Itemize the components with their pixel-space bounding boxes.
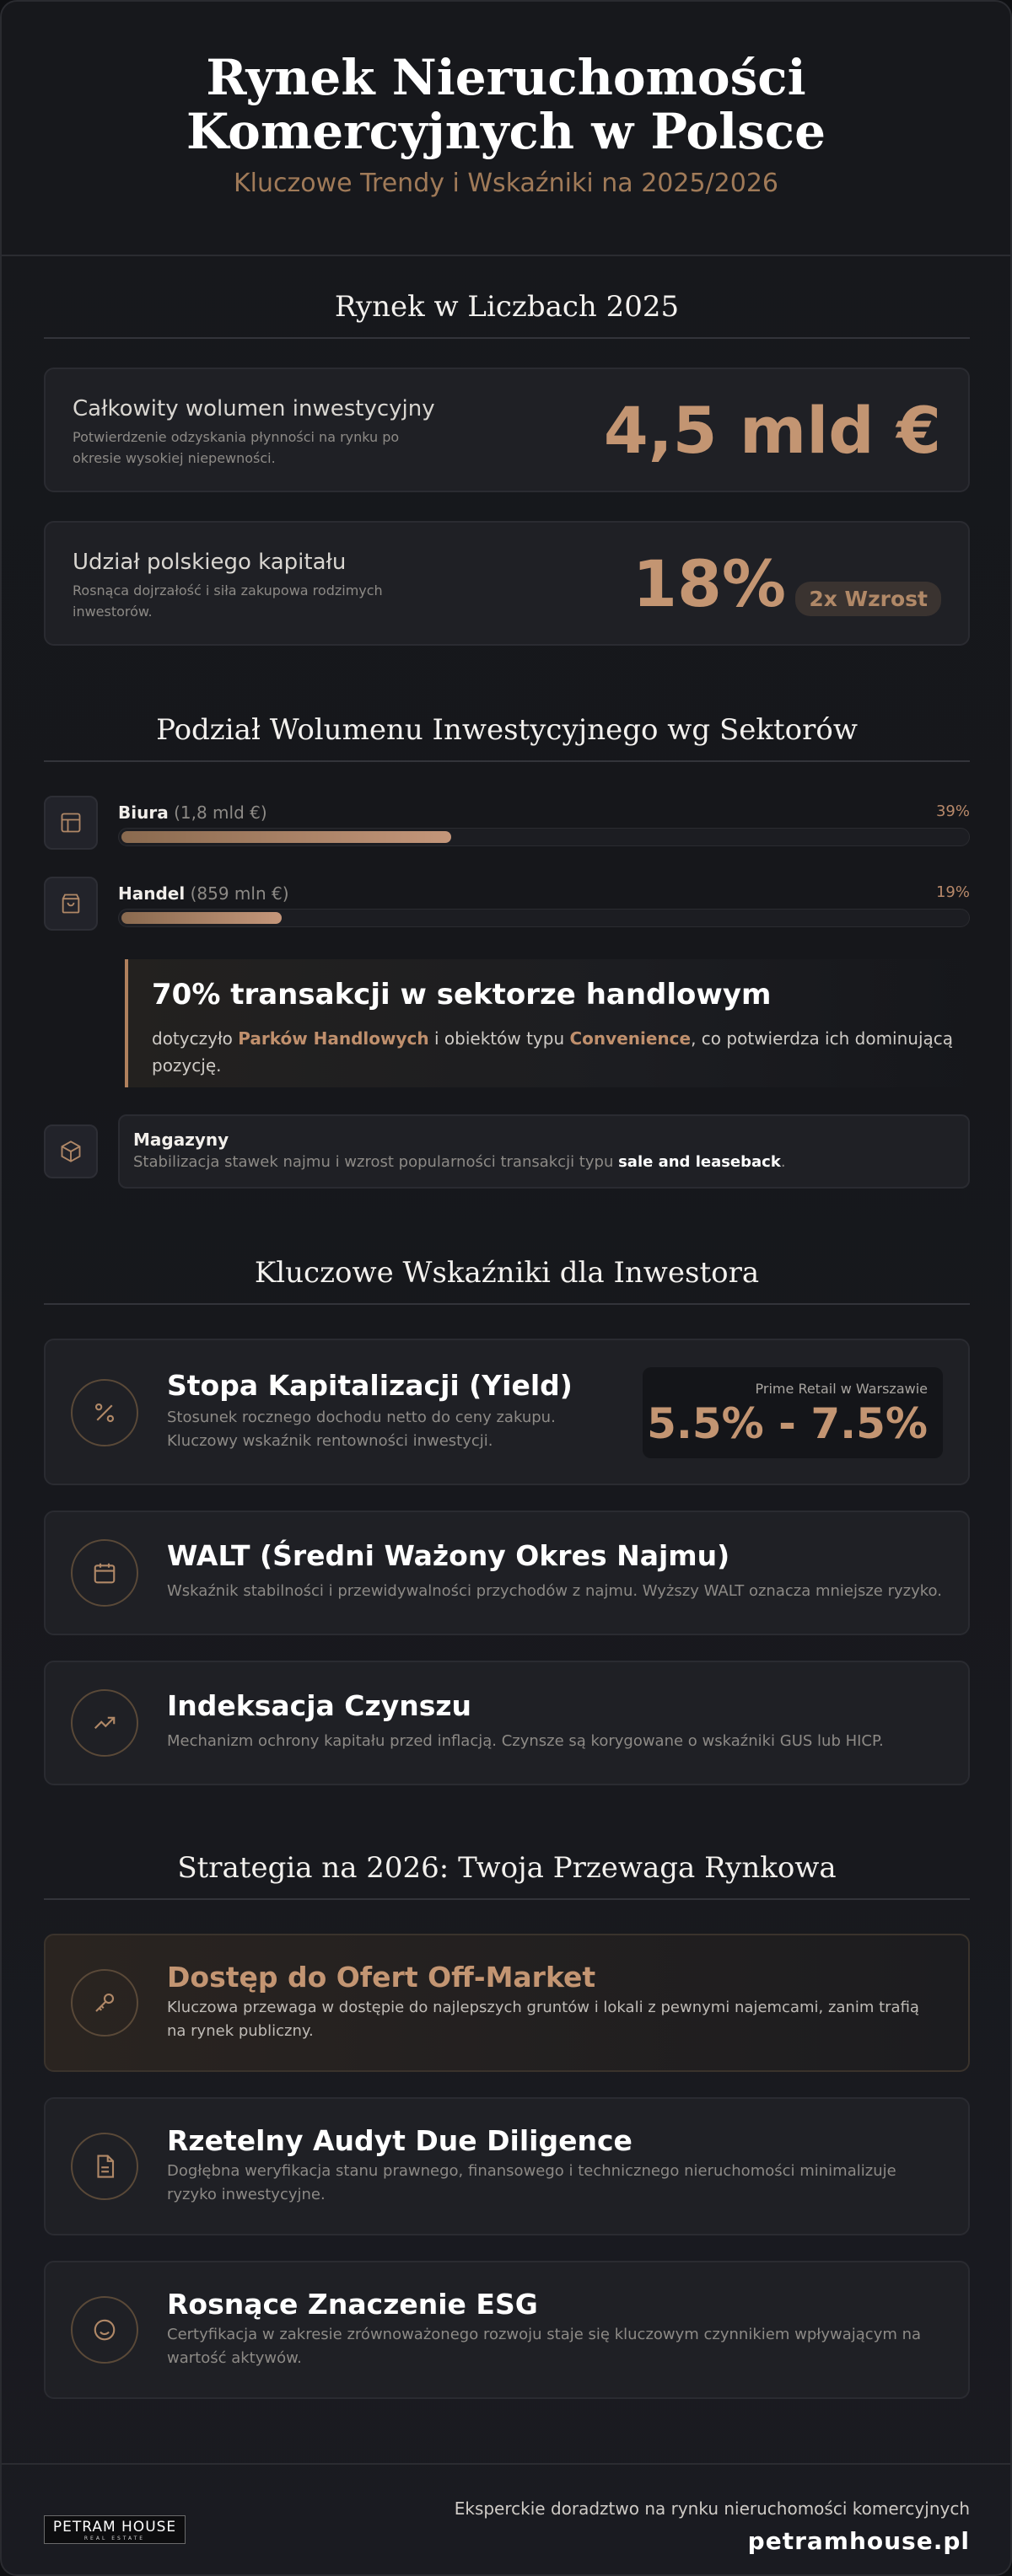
stat-value: 18% <box>632 546 786 621</box>
indicator-card-yield <box>44 1339 970 1485</box>
section-title-market: Rynek w Liczbach 2025 <box>334 290 680 324</box>
stat-description: Rosnąca dojrzałość i siła zakupowa rodzimych inwestorów. <box>73 582 383 620</box>
indicator-description: Mechanizm ochrony kapitału przed inflacją. Czynsze są korygowane o wskaźniki GUS lub HICP. <box>167 1732 884 1750</box>
section-divider <box>44 1303 970 1305</box>
document-icon <box>71 2133 138 2200</box>
sector-bar-fill <box>121 831 451 843</box>
warehouse-title: Magazyny <box>133 1130 229 1150</box>
callout-text-part: i obiektów typu <box>428 1028 570 1049</box>
indicator-description: Wskaźnik stabilności i przewidywalności przychodów z najmu. Wyższy WALT oznacza mniejsze ryzyko. <box>167 1582 942 1600</box>
callout-strong: Convenience <box>569 1028 692 1049</box>
strategy-description: Certyfikacja w zakresie zrównoważonego rozwoju staje się kluczowym czynnikiem wpływającym na wartość aktywów. <box>167 2326 922 2367</box>
office-layout-icon <box>44 796 98 850</box>
page-header <box>2 2 1010 256</box>
warehouse-text-part: Stabilizacja stawek najmu i wzrost popularności transakcji typu <box>133 1153 619 1171</box>
indicator-title: Stopa Kapitalizacji (Yield) <box>167 1369 573 1402</box>
section-divider <box>44 337 970 339</box>
footer-tagline: Eksperckie doradztwo na rynku nieruchomości komercyjnych <box>454 2498 970 2519</box>
indicator-card-indexation <box>44 1661 970 1785</box>
stat-description: Potwierdzenie odzyskania płynności na rynku po okresie wysokiej niepewności. <box>73 429 400 466</box>
stat-label: Całkowity wolumen inwestycyjny <box>73 396 435 421</box>
page-title <box>2 51 1010 158</box>
section-title-indicators: Kluczowe Wskaźniki dla Inwestora <box>254 1256 760 1290</box>
strategy-description: Dogłębna weryfikacja stanu prawnego, finansowego i technicznego nieruchomości minimalizuje ryzyko inwestycyjne. <box>167 2162 896 2203</box>
indicator-title: Indeksacja Czynszu <box>167 1689 472 1722</box>
sector-name: Handel <box>118 883 186 904</box>
calendar-icon <box>71 1539 138 1607</box>
stat-card-polish-capital <box>44 521 970 646</box>
warehouse-description <box>133 1153 786 1171</box>
section-title-strategy: Strategia na 2026: Twoja Przewaga Rynkowa <box>177 1851 837 1885</box>
box-icon <box>44 1124 98 1178</box>
sector-name: Biura <box>118 802 169 823</box>
yield-box-value: 5.5% - 7.5% <box>647 1399 928 1448</box>
section-divider <box>44 1898 970 1900</box>
logo-text: PETRAM HOUSE <box>52 2519 177 2536</box>
trending-up-icon <box>71 1689 138 1757</box>
callout-text <box>152 1025 961 1079</box>
section-divider <box>44 760 970 762</box>
stat-value: 4,5 mld € <box>603 393 941 468</box>
retail-highlight-callout <box>125 959 968 1087</box>
callout-strong: Parków Handlowych <box>238 1028 429 1049</box>
smile-icon <box>71 2296 138 2364</box>
strategy-title: Rzetelny Audyt Due Diligence <box>167 2124 632 2157</box>
sector-bar-fill <box>121 912 282 924</box>
yield-box-label: Prime Retail w Warszawie <box>755 1381 928 1397</box>
company-logo <box>44 2515 186 2544</box>
indicator-description-line: Stosunek rocznego dochodu netto do ceny zakupu. <box>167 1409 556 1426</box>
indicator-description-line: Kluczowy wskaźnik rentowności inwestycji. <box>167 1432 493 1450</box>
warehouse-strong: sale and leaseback <box>618 1153 781 1171</box>
sector-label-retail <box>118 883 289 904</box>
shopping-bag-icon <box>44 877 98 931</box>
callout-text-part: , co potwierdza ich dominującą pozycję. <box>152 1028 954 1076</box>
warehouse-text-part: . <box>780 1153 786 1171</box>
strategy-card-due-diligence <box>44 2097 970 2235</box>
sector-percent: 19% <box>935 883 970 901</box>
sector-percent: 39% <box>935 802 970 820</box>
percent-icon <box>71 1379 138 1446</box>
page-subtitle: Kluczowe Trendy i Wskaźniki na 2025/2026 <box>233 169 778 198</box>
sector-bar-retail <box>118 909 970 927</box>
sector-amount: (859 mln €) <box>190 883 289 904</box>
page-footer <box>2 2463 1010 2576</box>
indicator-title: WALT (Średni Ważony Okres Najmu) <box>167 1539 730 1572</box>
page-title-line-1: Rynek Nieruchomości <box>206 49 806 106</box>
yield-box <box>643 1367 943 1458</box>
strategy-card-off-market <box>44 1934 970 2072</box>
strategy-title: Dostęp do Ofert Off-Market <box>167 1961 596 1994</box>
sector-label-offices <box>118 802 267 823</box>
section-title-sectors: Podział Wolumenu Inwestycyjnego wg Sektorów <box>156 713 858 747</box>
strategy-card-esg <box>44 2261 970 2399</box>
logo-subtext: REAL ESTATE <box>83 2536 146 2541</box>
sector-bar-offices <box>118 828 970 846</box>
indicator-card-walt <box>44 1511 970 1635</box>
stat-label: Udział polskiego kapitału <box>73 550 347 575</box>
callout-title: 70% transakcji w sektorze handlowym <box>152 978 772 1012</box>
strategy-title: Rosnące Znaczenie ESG <box>167 2288 538 2321</box>
sector-amount: (1,8 mld €) <box>174 802 267 823</box>
growth-badge: 2x Wzrost <box>795 582 941 616</box>
website-link[interactable]: petramhouse.pl <box>747 2527 970 2555</box>
stat-card-volume <box>44 368 970 492</box>
callout-text-part: dotyczyło <box>152 1028 239 1049</box>
key-icon <box>71 1969 138 2037</box>
warehouse-card <box>118 1114 970 1189</box>
page-title-line-2: Komercyjnych w Polsce <box>186 103 826 160</box>
strategy-description: Kluczowa przewaga w dostępie do najlepszych gruntów i lokali z pewnymi najemcami, zanim trafią na rynek publiczny. <box>167 1999 919 2040</box>
